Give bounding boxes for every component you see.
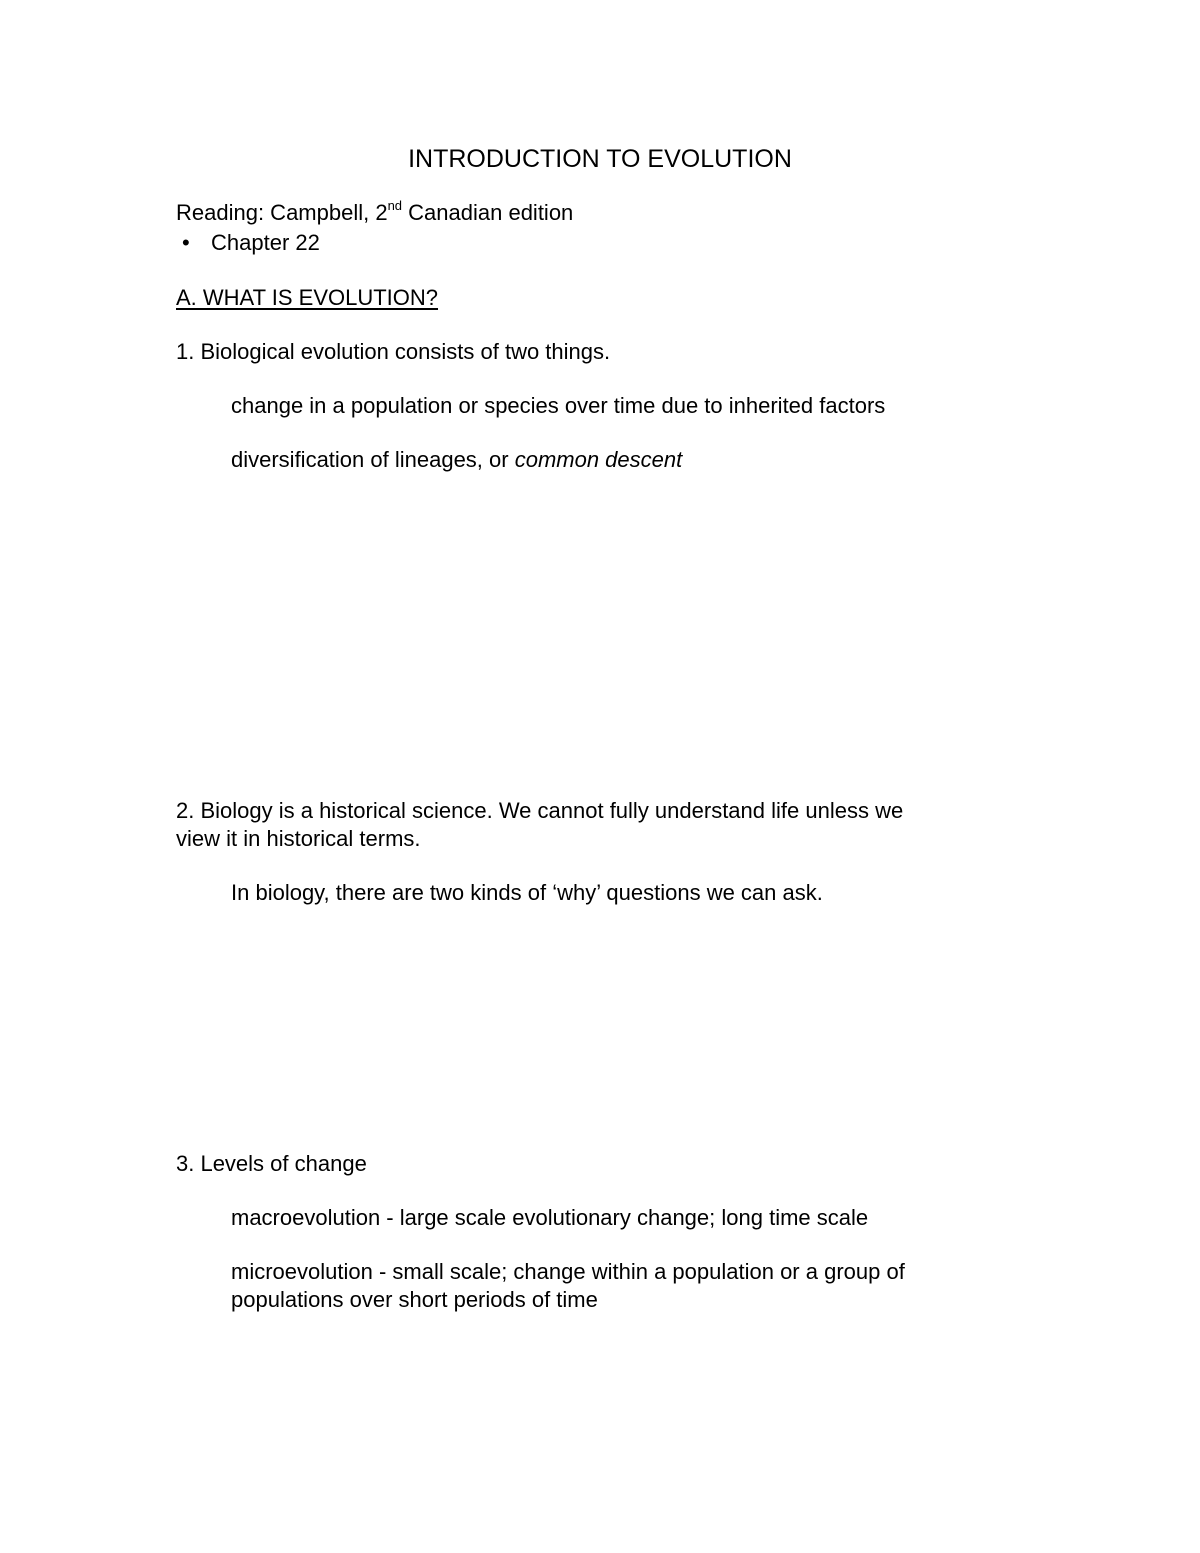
bullet-list-item (182, 229, 320, 257)
point-2-subpoint: In biology, there are two kinds of ‘why’ questions we can ask. (231, 880, 823, 905)
reading-reference (176, 199, 573, 227)
point-2-line-2: view it in historical terms. (176, 826, 421, 851)
microevolution-definition-line-2: populations over short periods of time (231, 1287, 598, 1312)
reading-prefix: Reading: Campbell, 2 (176, 200, 388, 225)
point-1-line-2-text: diversification of lineages, or (231, 447, 515, 472)
document-title: INTRODUCTION TO EVOLUTION (408, 145, 792, 173)
microevolution-definition-line-1: microevolution - small scale; change within a population or a group of (231, 1259, 905, 1284)
section-a-heading: A. WHAT IS EVOLUTION? (176, 285, 439, 310)
reading-superscript: nd (387, 198, 403, 213)
chapter-reference: Chapter 22 (211, 230, 320, 255)
point-1-line-1: change in a population or species over time due to inherited factors (231, 393, 886, 418)
point-1-line-2 (231, 446, 682, 474)
point-1-heading: 1. Biological evolution consists of two things. (176, 339, 611, 364)
reading-suffix: Canadian edition (402, 200, 574, 225)
macroevolution-definition: macroevolution - large scale evolutionary change; long time scale (231, 1205, 869, 1230)
point-2-line-1: 2. Biology is a historical science. We cannot fully understand life unless we (176, 798, 904, 823)
common-descent-emphasis: common descent (514, 447, 683, 472)
point-3-heading: 3. Levels of change (176, 1151, 367, 1176)
bullet-icon: • (182, 230, 190, 255)
